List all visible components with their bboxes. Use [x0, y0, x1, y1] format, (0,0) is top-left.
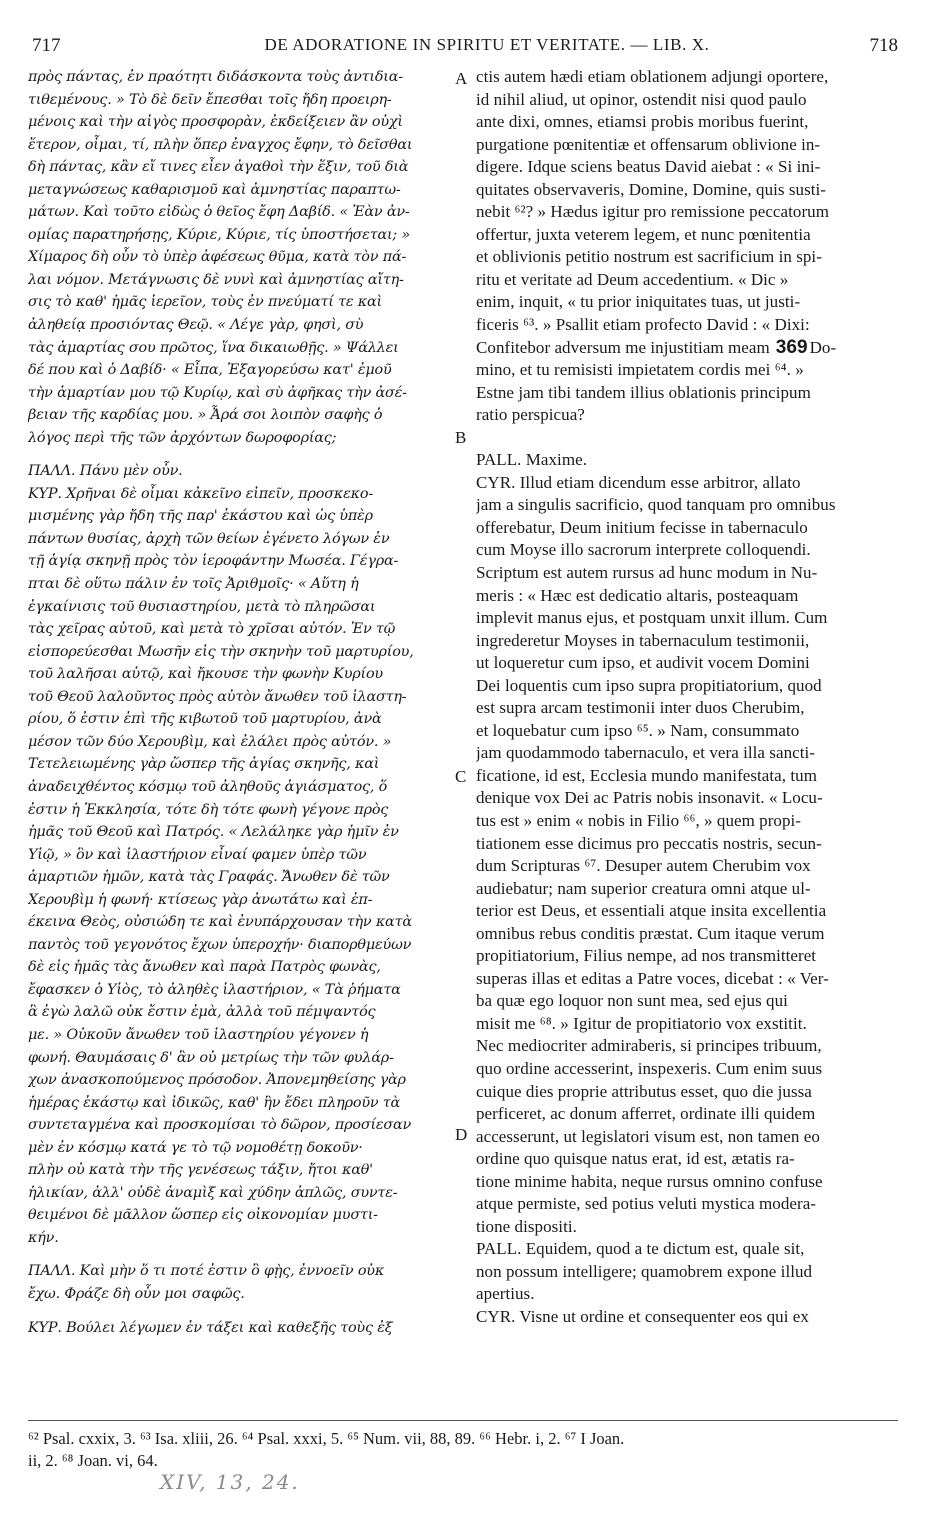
latin-text-line: ficeris ⁶³. » Psallit etiam profecto David : « Dixi: — [476, 315, 810, 335]
greek-text-line: τῇ ἁγίᾳ σκηνῇ πρὸς τὸν ἱεροφάντην Μωσέα. Γέγρα- — [28, 553, 399, 570]
greek-text-line: πρὸς πάντας, ἐν πραότητι διδάσκοντα τοὺς ἀντιδια- — [28, 69, 403, 85]
column-number: 369 — [775, 336, 808, 358]
latin-text-line: misit me ⁶⁸. » Igitur de propitiatorio vox exstitit. — [476, 1013, 807, 1033]
latin-text-line: implevit manus ejus, et postquam unxit illum. Cum — [476, 608, 828, 628]
greek-text-line: τὴν ἁμαρτίαν μου τῷ Κυρίῳ, καὶ σὺ ἀφῆκας τὴν ἀσέ- — [28, 384, 407, 401]
greek-text-line: ομίας παρατηρήσῃς, Κύριε, Κύριε, τίς ὑποστήσεται; » — [28, 226, 411, 243]
greek-text-line: μένοις καὶ τὴν αἰγὸς προσφορὰν, ἐκδείξειεν ἂν οὐχὶ — [28, 114, 403, 131]
latin-text-line: PALL. Equidem, quod a te dictum est, quale sit, — [476, 1239, 805, 1259]
greek-text-line: λαι νόμον. Μετάγνωσις δὲ νυνὶ καὶ ἀμνηστίας αἴτη- — [28, 271, 404, 288]
greek-text-line: παντὸς τοῦ γεγονότος ἔχων ὑπεροχήν· διαπορθμεύων — [28, 936, 412, 953]
latin-text-line: est supra arcam testimonii inter duos Cherubim, — [476, 698, 805, 718]
latin-text-line: dum Scripturas ⁶⁷. Desuper autem Cherubim vox — [476, 856, 811, 876]
footnote-line-1: ⁶² Psal. cxxix, 3. ⁶³ Isa. xliii, 26. ⁶⁴ Psal. xxxi, 5. ⁶⁵ Num. vii, 88, 89. ⁶⁶ Hebr. i, 2. ⁶⁷ I Joan. — [28, 1429, 625, 1448]
greek-block-4 — [28, 1317, 448, 1340]
greek-text-line: βειαν τῆς καρδίας μου. » Ἆρά σοι λοιπὸν σαφὴς ὁ — [28, 407, 383, 424]
greek-text-line: πάντων θυσίας, ἀρχὴ τῶν θείων ἐγένετο λόγων ἐν — [28, 530, 390, 547]
greek-text-line: ἃ ἐγὼ λαλῶ οὐκ ἔστιν ἐμὰ, ἀλλὰ τοῦ πέμψαντός — [28, 1004, 376, 1021]
greek-text-line: ΠΑΛΛ. Πάνυ μὲν οὖν. — [28, 463, 183, 480]
latin-text-line: ba quæ ego loquor non sunt mea, sed ejus qui — [476, 991, 788, 1011]
latin-text-line: Scriptum est autem rursus ad hunc modum in Nu- — [476, 562, 818, 582]
greek-text-line: ἀληθείᾳ προσιόντας Θεῷ. « Λέγε γὰρ, φησὶ, σὺ — [28, 317, 364, 334]
greek-text-line: Χερουβὶμ ἡ φωνή· κτίσεως γὰρ ἀνωτάτω καὶ ἐπ- — [28, 891, 373, 908]
footnote-line-2: ii, 2. ⁶⁸ Joan. vi, 64. — [28, 1451, 158, 1470]
latin-text-line: ut loqueretur cum ipso, et audivit vocem Domini — [476, 653, 810, 673]
latin-text-line: ritu et veritate ad Deum accedentium. « Dic » — [476, 269, 789, 289]
latin-text-line: ctis autem hædi etiam oblationem adjungi oportere, — [476, 67, 829, 86]
greek-text-line: με. » Οὐκοῦν ἄνωθεν τοῦ ἱλαστηρίου γέγονεν ἡ — [28, 1026, 369, 1043]
latin-text-line: superas illas et editas a Patre voces, dicebat : « Ver- — [476, 968, 829, 988]
footnote-rule — [28, 1420, 898, 1421]
latin-text-fragment: Do- — [809, 337, 837, 357]
latin-text-line: quitates observaveris, Domine, Domine, quis susti- — [476, 179, 827, 199]
margin-marker-d: D — [455, 1125, 468, 1144]
latin-text-line: ante dixi, omnes, etiamsi probis moribus fuerint, — [476, 112, 809, 132]
greek-text-line: μισμένης γὰρ ἤδη τῆς παρ' ἑκάστου καὶ ὡς ὑπὲρ — [28, 508, 373, 525]
latin-text-line: Dei loquentis cum ipso supra propitiatorium, quod — [476, 675, 822, 695]
latin-text-line: meris : « Hæc est dedicatio altaris, posteaquam — [476, 585, 799, 605]
greek-text-line: ἡμέρας ἑκάστῳ καὶ ἰδικῶς, καθ' ἣν ἔδει πληροῦν τὰ — [28, 1094, 401, 1111]
latin-text-line: propitiatorium, Filius nempe, ad nos transmitteret — [476, 946, 817, 966]
latin-text-line: quo ordine accesserint, inspexeris. Cum enim suus — [476, 1059, 823, 1079]
latin-text-line: audiebatur; nam superior creatura omni atque ul- — [476, 878, 811, 898]
greek-block-3 — [28, 1260, 448, 1305]
greek-text-line: ἔφασκεν ὁ Υἱὸς, τὸ ἀληθὲς ἱλαστήριον, « Τὰ ῥήματα — [28, 981, 401, 998]
latin-text-line: et oblivionis petitio nostrum est sacrificium in spi- — [476, 247, 822, 267]
greek-text-line: ρίου, ὅ ἐστιν ἐπὶ τῆς κιβωτοῦ τοῦ μαρτυρίου, ἀνὰ — [28, 711, 382, 728]
greek-text-line: Τετελειωμένης γὰρ ὥσπερ τῆς ἁγίας σκηνῆς, καὶ — [28, 756, 380, 773]
latin-text-line: purgatione pœnitentiæ et offensarum oblivione in- — [476, 134, 821, 154]
latin-text-line: omnibus rebus conditis præstat. Cum itaque verum — [476, 923, 825, 943]
greek-text-line: μέσον τῶν δύο Χερουβὶμ, καὶ ἐλάλει πρὸς αὐτόν. » — [28, 733, 392, 750]
greek-text-line: ἡμᾶς τοῦ Θεοῦ καὶ Πατρός. « Λελάληκε γὰρ ἡμῖν ἐν — [28, 824, 399, 841]
greek-text-line: ἕτερον, οἶμαι, τί, πλὴν ὅπερ ἐναγχος ἔφην, τὸ δεῖσθαι — [28, 136, 413, 153]
greek-text-line: πλὴν οὐ κατὰ τὴν τῆς γενέσεως τάξιν, ἤτοι καθ' — [28, 1162, 373, 1179]
footnotes — [28, 1428, 908, 1472]
greek-text-line: ἐστιν ἡ Ἐκκλησία, τότε δὴ τότε φωνὴ γέγονε πρὸς — [28, 801, 389, 818]
latin-text-line: jam quodammodo tabernaculo, et vera illa sancti- — [476, 743, 815, 763]
latin-text-line: mino, et tu remisisti impietatem cordis mei ⁶⁴. » — [476, 360, 804, 380]
greek-text-line: τὰς χεῖρας αὐτοῦ, καὶ μετὰ τὸ χρῖσαι αὐτόν. Ἐν τῷ — [28, 621, 396, 638]
latin-text-line: Estne jam tibi tandem illius oblationis principum — [476, 382, 811, 402]
margin-marker-a: A — [455, 69, 468, 88]
latin-text-line: tiationem esse dicimus pro peccatis nostris, secun- — [476, 833, 822, 853]
greek-text-line: μάτων. Καὶ τοῦτο εἰδὼς ὁ θεῖος ἔφη Δαβίδ. « Ἐὰν ἀν- — [28, 204, 410, 221]
greek-text-line: ἔχω. Φράζε δὴ οὖν μοι σαφῶς. — [28, 1285, 245, 1302]
greek-text-line: ἡλικίαν, ἀλλ' οὐδὲ ἀναμὶξ καὶ χύδην ἁπλῶς, συντε- — [28, 1184, 398, 1201]
latin-text-line: atque permiste, sed potius veluti mystica modera- — [476, 1194, 817, 1214]
latin-text-line: PALL. Maxime. — [476, 450, 587, 470]
latin-text-line: tione minime habita, neque rursus omnino confuse — [476, 1171, 823, 1191]
greek-text-line: ΚΥΡ. Βούλει λέγωμεν ἐν τάξει καὶ καθεξῆς τοὺς ἐξ — [28, 1319, 393, 1336]
latin-text-line: terior est Deus, et essentiali atque insita excellentia — [476, 901, 827, 921]
greek-block-2 — [28, 460, 448, 1249]
greek-text-line: εἰσπορεύεσθαι Μωσῆν εἰς τὴν σκηνὴν τοῦ μαρτυρίου, — [28, 643, 414, 660]
latin-text-line: CYR. Illud etiam dicendum esse arbitror, allato — [476, 472, 801, 492]
greek-text-line: λόγος περὶ τῆς τῶν ἀρχόντων δωροφορίας; — [28, 429, 337, 446]
latin-text-line: cum Moyse illo sacrorum interprete colloquendi. — [476, 540, 811, 560]
greek-text-line: τιθεμένους. » Τὸ δὲ δεῖν ἔπεσθαι τοῖς ἤδη προειρη- — [28, 91, 392, 108]
page-header — [32, 35, 904, 61]
greek-text-line: τοῦ Θεοῦ λαλοῦντος πρὸς αὐτὸν ἄνωθεν τοῦ ἱλαστη- — [28, 688, 407, 705]
greek-text-line: ΚΥΡ. Χρῆναι δὲ οἶμαι κἀκεῖνο εἰπεῖν, προσκεκο- — [28, 485, 374, 502]
margin-marker-b: B — [455, 428, 467, 447]
left-page-number: 717 — [32, 35, 61, 56]
latin-text-line: et loquebatur cum ipso ⁶⁵. » Nam, consummato — [476, 720, 800, 740]
greek-column — [28, 66, 448, 1339]
greek-text-line: τὰς ἁμαρτίας σου πρῶτος, ἵνα δικαιωθῇς. » Ψάλλει — [28, 339, 399, 356]
latin-text-line: ordine quo quisque natus erat, id est, ætatis ra- — [476, 1149, 795, 1169]
latin-text-line: tus est » enim « nobis in Filio ⁶⁶, » quem propi- — [476, 811, 802, 830]
latin-text-line: apertius. — [476, 1284, 535, 1304]
latin-text-line: id nihil aliud, ut opinor, ostendit nisi quod paulo — [476, 89, 807, 109]
greek-text-line: τοῦ λαλῆσαι αὐτῷ, καὶ ἤκουσε τὴν φωνὴν Κυρίου — [28, 666, 383, 683]
latin-text-line: denique vox Dei ac Patris nobis insonavit. « Locu- — [476, 788, 823, 808]
latin-text-line: nebit ⁶²? » Hædus igitur pro remissione peccatorum — [476, 202, 829, 222]
greek-text-line: μὲν ἐν κόσμῳ κατά γε τὸ τῷ νομοθέτῃ δοκοῦν· — [28, 1139, 363, 1156]
greek-text-line: ἀναδειχθέντος κόσμῳ τοῦ ἀληθοῦς ἁγιάσματος, ὅ — [28, 778, 388, 795]
greek-text-line: δέ που καὶ ὁ Δαβίδ· « Εἶπα, Ἐξαγορεύσω κατ' ἐμοῦ — [28, 362, 392, 379]
greek-text-line: ἐγκαίνισις τοῦ θυσιαστηρίου, μετὰ τὸ πληρῶσαι — [28, 598, 376, 615]
latin-text-line: offertur, juxta veterem legem, et nunc pœnitentia — [476, 224, 811, 244]
greek-text-line: ἁμαρτιῶν ἡμῶν, κατὰ τὰς Γραφάς. Ἄνωθεν δὲ τῶν — [28, 869, 390, 886]
latin-text-line: Nec mediocriter admiraberis, si principes tribuum, — [476, 1036, 822, 1056]
greek-text-line: δὲ εἰς ἡμᾶς τὰς ἄνωθεν καὶ παρὰ Πατρὸς φωνὰς, — [28, 959, 381, 976]
latin-column — [476, 66, 894, 1329]
latin-text-line: cuique dies proprie attributus esset, quo die jussa — [476, 1081, 812, 1101]
latin-text-line: ficatione, id est, Ecclesia mundo manifestata, tum — [476, 765, 817, 785]
latin-text-fragment: Confitebor adversum me injustitiam meam — [476, 337, 770, 357]
latin-text-line: non possum intelligere; quamobrem expone illud — [476, 1261, 813, 1281]
greek-text-line: έκεινα Θεὸς, οὐσιώδη τε καὶ ἐνυπάρχουσαν τὴν κατὰ — [28, 914, 412, 931]
latin-text-line — [476, 337, 894, 360]
right-page-number: 718 — [869, 35, 898, 56]
latin-text-line: CYR. Visne ut ordine et consequenter eos qui ex — [476, 1307, 809, 1327]
latin-text-line: digere. Idque sciens beatus David aiebat : « Si ini- — [476, 157, 821, 177]
latin-text-line: jam a singulis sacrificio, quod tanquam pro omnibus — [476, 495, 836, 515]
running-title: DE ADORATIONE IN SPIRITU ET VERITATE. — LIB. X. — [264, 35, 710, 54]
margin-marker-c: C — [455, 767, 467, 786]
latin-text-line: accesserunt, ut legislatori visum est, non tamen eo — [476, 1126, 820, 1146]
handwritten-note: XIV, 13, 24. — [160, 1470, 300, 1494]
greek-text-line: σις τὸ καθ' ἡμᾶς ἱερεῖον, τοὺς ἐν πνεύματί τε καὶ — [28, 294, 382, 311]
greek-text-line: πται δὲ οὕτω πάλιν ἐν τοῖς Ἀριθμοῖς· « Αὕτη ἡ — [28, 576, 359, 593]
greek-text-line: δὴ πάντας, κἂν εἴ τινες εἶεν ἀγαθοὶ τὴν ἕξιν, τοῦ διὰ — [28, 159, 409, 176]
latin-text-line: ratio perspicua? — [476, 405, 585, 425]
greek-block-1 — [28, 66, 448, 449]
greek-text-line: κήν. — [28, 1229, 59, 1246]
greek-text-line: Χίμαρος δὴ οὖν τὸ ὑπὲρ ἀφέσεως θῦμα, κατὰ τὸν πά- — [28, 249, 407, 266]
latin-text-line: perficeret, ac donum afferret, ordinate illi quidem — [476, 1104, 816, 1124]
latin-text-line: tione dispositi. — [476, 1216, 577, 1236]
greek-text-line: Υἱῷ, » ὃν καὶ ἱλαστήριον εἶναί φαμεν ὑπὲρ τῶν — [28, 846, 367, 863]
latin-text-line: offerebatur, Deum initium fecisse in tabernaculo — [476, 517, 808, 537]
latin-text-line: enim, inquit, « tu prior iniquitates tuas, ut justi- — [476, 292, 801, 312]
greek-text-line: μεταγνώσεως καθαρισμοῦ καὶ ἀμνηστίας παραπτω- — [28, 181, 401, 198]
greek-text-line: συντεταγμένα καὶ προσκομίσαι τὸ δῶρον, προσίεσαν — [28, 1117, 412, 1134]
latin-text-line: ingrederetur Moyses in tabernaculum testimonii, — [476, 630, 810, 650]
greek-text-line: ΠΑΛΛ. Καὶ μὴν ὅ τι ποτέ ἐστιν ὃ φῂς, ἐννοεῖν οὐκ — [28, 1263, 385, 1280]
greek-text-line: θειμένοι δὲ μᾶλλον ὥσπερ εἰς οἰκονομίαν μυστι- — [28, 1207, 378, 1224]
latin-block-1 — [476, 66, 894, 427]
greek-text-line: φωνή. Θαυμάσαις δ' ἂν οὐ μετρίως τὴν τῶν φυλάρ- — [28, 1049, 394, 1066]
greek-text-line: χων ἀνασκοπούμενος πρόσοδον. Ἀπονεμηθείσης γὰρ — [28, 1072, 406, 1089]
latin-block-2 — [476, 449, 894, 1328]
